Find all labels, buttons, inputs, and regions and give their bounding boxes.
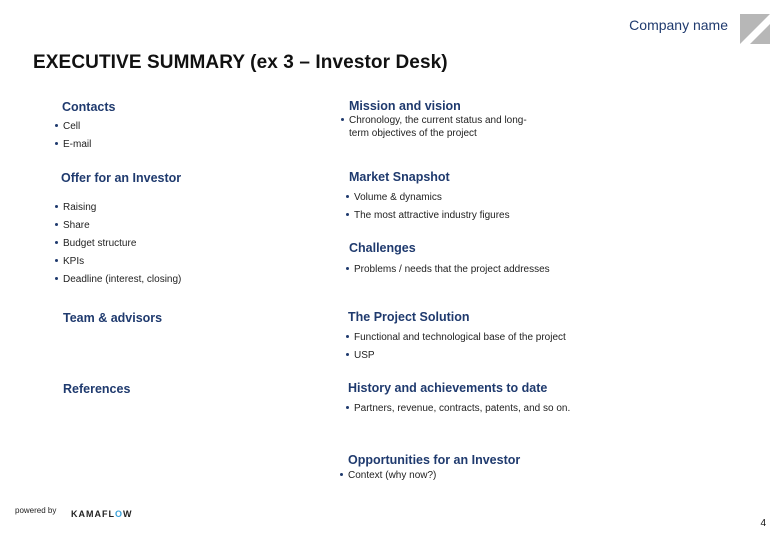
bullet-icon	[346, 353, 349, 356]
history-heading: History and achievements to date	[348, 381, 548, 395]
solution-heading: The Project Solution	[348, 310, 470, 324]
list-item: The most attractive industry figures	[346, 209, 510, 222]
references-heading: References	[63, 382, 131, 396]
bullet-icon	[55, 124, 58, 127]
market-heading: Market Snapshot	[349, 170, 450, 184]
company-logo-icon	[740, 14, 770, 44]
bullet-icon	[341, 118, 344, 121]
company-name: Company name	[629, 17, 728, 33]
list-item: Deadline (interest, closing)	[55, 273, 181, 286]
bullet-icon	[346, 335, 349, 338]
opportunities-heading: Opportunities for an Investor	[348, 453, 521, 467]
bullet-icon	[346, 406, 349, 409]
challenges-heading: Challenges	[349, 241, 416, 255]
list-item: E-mail	[55, 138, 91, 151]
bullet-icon	[340, 473, 343, 476]
offer-heading: Offer for an Investor	[61, 171, 182, 185]
bullet-icon	[55, 142, 58, 145]
bullet-icon	[55, 223, 58, 226]
list-item: Chronology, the current status and long-term objectives of the project	[341, 114, 539, 140]
list-item: USP	[346, 349, 375, 362]
contacts-heading: Contacts	[62, 100, 116, 114]
powered-by-label: powered by	[15, 506, 57, 515]
bullet-icon	[55, 259, 58, 262]
mission-heading: Mission and vision	[349, 99, 461, 113]
list-item: Share	[55, 219, 90, 232]
list-item: Budget structure	[55, 237, 136, 250]
list-item: Cell	[55, 120, 80, 133]
list-item: Volume & dynamics	[346, 191, 442, 204]
brand-logo: KAMAFLOW	[71, 509, 133, 519]
bullet-icon	[346, 195, 349, 198]
list-item: Context (why now?)	[340, 469, 436, 482]
bullet-icon	[346, 213, 349, 216]
list-item: Problems / needs that the project addresses	[346, 263, 550, 276]
bullet-icon	[55, 205, 58, 208]
page-number: 4	[760, 518, 766, 529]
list-item: Functional and technological base of the project	[346, 331, 566, 344]
team-heading: Team & advisors	[63, 311, 163, 325]
list-item: KPIs	[55, 255, 84, 268]
bullet-icon	[55, 241, 58, 244]
list-item: Partners, revenue, contracts, patents, and so on.	[346, 402, 570, 415]
bullet-icon	[346, 267, 349, 270]
page-title: EXECUTIVE SUMMARY (ex 3 – Investor Desk)	[33, 52, 448, 73]
list-item: Raising	[55, 201, 96, 214]
bullet-icon	[55, 277, 58, 280]
